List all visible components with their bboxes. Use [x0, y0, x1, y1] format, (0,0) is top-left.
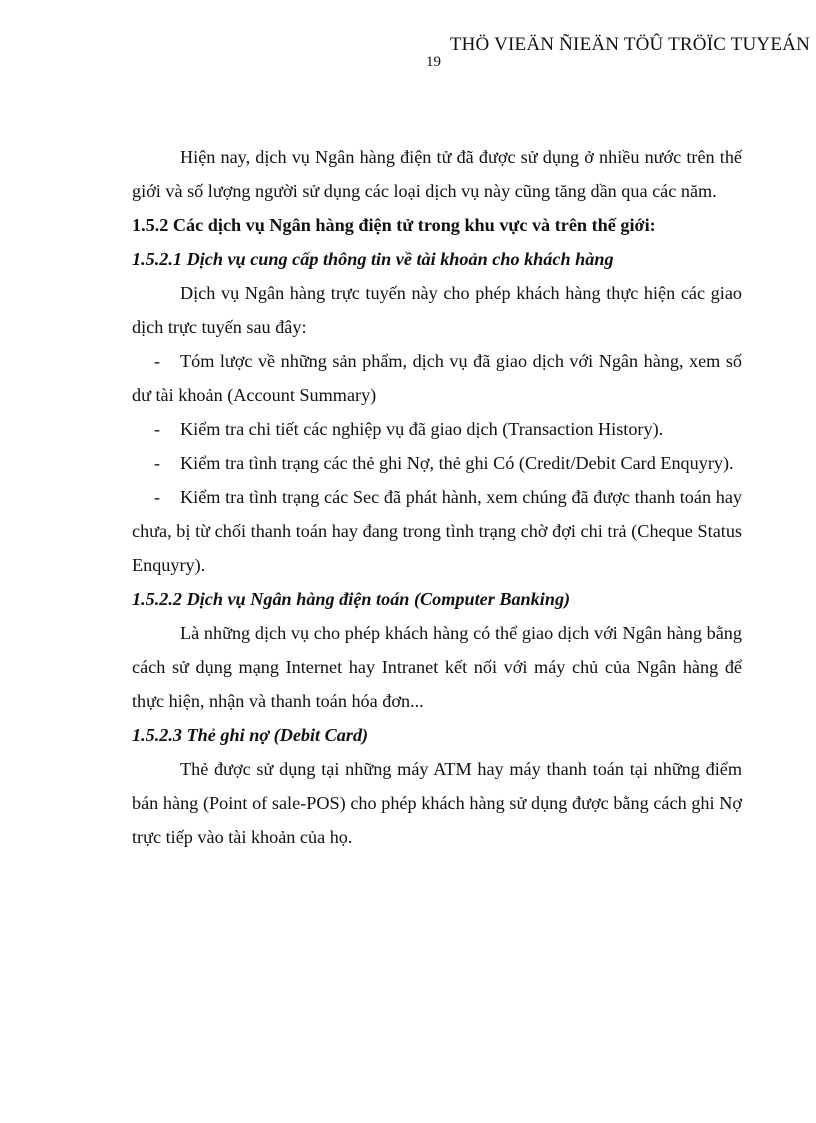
subsection-heading-1: 1.5.2.1 Dịch vụ cung cấp thông tin về tài khoản cho khách hàng: [132, 249, 614, 269]
bullet-marker: -: [154, 419, 161, 439]
subsection-heading-3: 1.5.2.3 Thẻ ghi nợ (Debit Card): [132, 725, 369, 745]
list-item: [132, 480, 742, 582]
list-item-text: Kiểm tra tình trạng các thẻ ghi Nợ, thẻ ghi Có (Credit/Debit Card Enquyry).: [180, 453, 734, 473]
subsection-3-paragraph: Thẻ được sử dụng tại những máy ATM hay máy thanh toán tại những điểm bán hàng (Point of sale-POS) cho phép khách hàng sử dụng được bằng cách ghi Nợ trực tiếp vào tài khoản của họ.: [132, 759, 742, 847]
list-item: [132, 412, 742, 446]
list-item-text: Kiểm tra tình trạng các Sec đã phát hành, xem chúng đã được thanh toán hay chưa, bị từ chối thanh toán hay đang trong tình trạng chờ đợi chi trả (Cheque Status Enquyry).: [132, 487, 742, 575]
subsection-2-paragraph: Là những dịch vụ cho phép khách hàng có thể giao dịch với Ngân hàng bằng cách sử dụng mạng Internet hay Intranet kết nối với máy chủ của Ngân hàng để thực hiện, nhận và thanh toán hóa đơn...: [132, 623, 742, 711]
document-body: [132, 140, 742, 854]
list-item: [132, 446, 742, 480]
subsection-1-paragraph: Dịch vụ Ngân hàng trực tuyến này cho phép khách hàng thực hiện các giao dịch trực tuyến sau đây:: [132, 283, 742, 337]
subsection-heading-2: 1.5.2.2 Dịch vụ Ngân hàng điện toán (Computer Banking): [132, 589, 571, 609]
page-number: 19: [426, 54, 441, 70]
bullet-marker: -: [154, 351, 161, 371]
section-heading: 1.5.2 Các dịch vụ Ngân hàng điện tử trong khu vực và trên thế giới:: [132, 215, 656, 235]
list-item-text: Tóm lược về những sản phẩm, dịch vụ đã giao dịch với Ngân hàng, xem số dư tài khoản (Account Summary): [132, 351, 742, 405]
bullet-marker: -: [154, 453, 161, 473]
list-item-text: Kiểm tra chi tiết các nghiệp vụ đã giao dịch (Transaction History).: [180, 419, 664, 439]
list-item: [132, 344, 742, 412]
library-watermark: THÖ VIEÄN ÑIEÄN TÖÛ TRÖÏC TUYEÁN: [449, 34, 810, 55]
bullet-marker: -: [154, 487, 161, 507]
intro-paragraph: Hiện nay, dịch vụ Ngân hàng điện tử đã được sử dụng ở nhiều nước trên thế giới và số lượng người sử dụng các loại dịch vụ này cũng tăng dần qua các năm.: [132, 147, 742, 201]
